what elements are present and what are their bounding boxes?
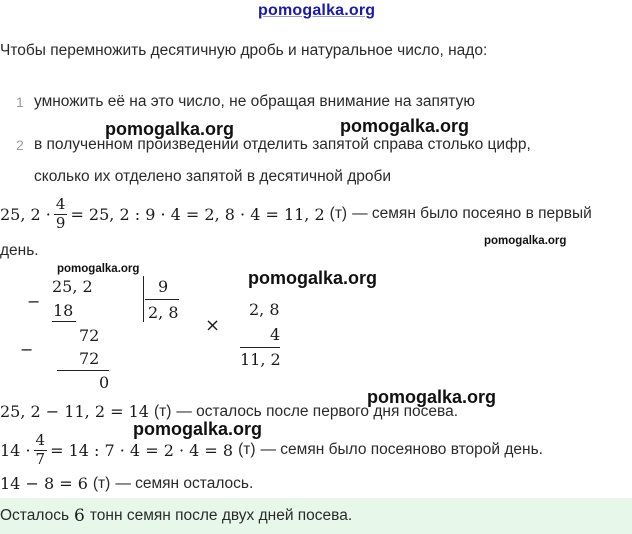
equation-line-1 <box>0 192 592 236</box>
multiplication-sign: × <box>205 315 221 336</box>
step-2-text-cont: сколько их отделено запятой в десятичной дроби <box>34 168 392 185</box>
eq3-left: 14 · <box>0 440 31 460</box>
step-1-text: умножить её на это число, не обращая внимание на запятую <box>34 93 475 110</box>
division-minus-1: − <box>27 292 41 311</box>
eq1-numerator: 4 <box>55 194 66 213</box>
division-remainder-2: 0 <box>99 373 110 392</box>
division-minus-2: − <box>20 340 34 359</box>
eq4-expr: 14 − 8 = 6 <box>0 474 88 493</box>
intro-text: Чтобы перемножить десятичную дробь и натуральное число, надо: <box>0 42 488 59</box>
eq1-continuation: день. <box>0 242 39 259</box>
division-dividend: 25, 2 <box>52 277 93 296</box>
eq3-denominator: 7 <box>35 449 46 468</box>
division-sub-2: 72 <box>79 349 100 368</box>
eq1-unit: (т) <box>329 205 348 222</box>
eq2-expr: 25, 2 − 11, 2 = 14 <box>0 402 149 421</box>
watermark-3: pomogalka.org <box>484 235 567 247</box>
step-2-number: 2 <box>16 137 24 153</box>
equation-line-3 <box>0 428 543 472</box>
division-sub-1: 18 <box>53 301 74 320</box>
eq3-numerator: 4 <box>35 430 46 449</box>
answer-pre: Осталось <box>0 507 70 524</box>
eq4-rest: — семян осталось. <box>115 474 254 492</box>
eq3-unit: (т) <box>238 441 256 458</box>
answer-box <box>0 498 632 534</box>
watermark-2: pomogalka.org <box>340 116 470 136</box>
eq3-fraction <box>34 430 48 468</box>
watermark-1: pomogalka.org <box>105 119 235 139</box>
watermark-top[interactable]: pomogalka.org <box>258 2 376 19</box>
step-1-number: 1 <box>16 94 24 110</box>
answer-text <box>0 506 352 526</box>
multiplication-line <box>240 347 280 348</box>
eq4-unit: (т) <box>92 474 111 492</box>
division-line-1 <box>52 321 76 322</box>
eq3-right: = 14 : 7 · 4 = 2 · 4 = 8 <box>50 440 234 460</box>
division-remainder-1: 72 <box>79 326 100 345</box>
eq1-rest: — семян было посеяно в первый <box>352 205 592 222</box>
eq1-denominator: 9 <box>55 213 66 232</box>
step-2-text: в полученном произведении отделить запятой справа столько цифр, <box>34 136 531 153</box>
eq1-fraction <box>54 194 68 232</box>
multiplication-result: 11, 2 <box>240 350 281 369</box>
answer-number: 6 <box>74 506 85 526</box>
division-line-2 <box>57 370 109 371</box>
division-divider <box>143 276 144 322</box>
multiplication-factor-1: 2, 8 <box>249 300 280 319</box>
division-divisor: 9 <box>158 277 169 296</box>
eq2-rest: — осталось после первого дня посева. <box>176 402 459 420</box>
eq1-right: = 25, 2 : 9 · 4 = 2, 8 · 4 = 11, 2 <box>70 204 325 224</box>
watermark-6: pomogalka.org <box>367 387 497 407</box>
watermark-7: pomogalka.org <box>133 419 263 439</box>
division-divisor-line <box>145 299 179 300</box>
answer-post: тонн семян после двух дней посева. <box>89 507 353 524</box>
division-quotient: 2, 8 <box>148 303 179 322</box>
equation-line-4 <box>0 474 253 493</box>
multiplication-factor-2: 4 <box>270 325 281 344</box>
eq3-rest: — семян было посеяново второй день. <box>260 441 543 458</box>
eq2-unit: (т) <box>153 402 172 420</box>
watermark-5: pomogalka.org <box>248 268 378 288</box>
eq1-left: 25, 2 · <box>0 204 51 224</box>
watermark-4: pomogalka.org <box>57 263 140 275</box>
